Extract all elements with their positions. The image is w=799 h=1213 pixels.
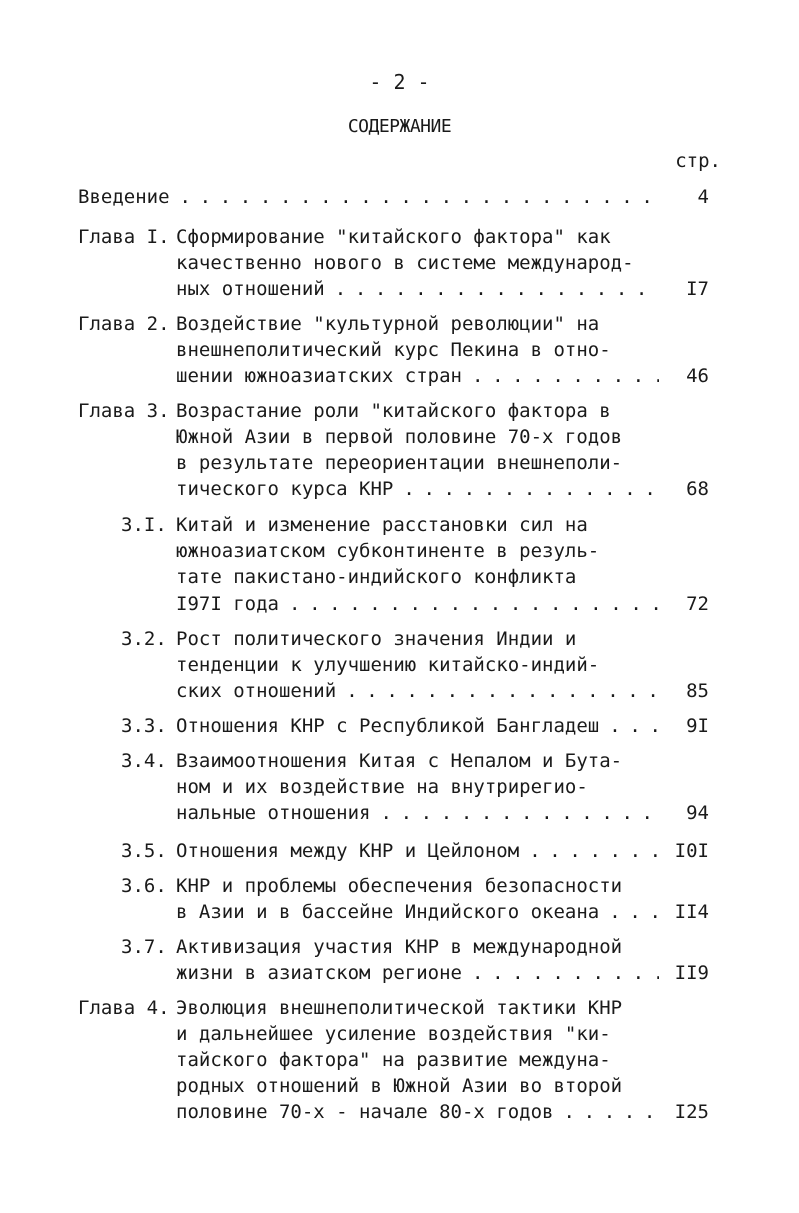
entry-page: I25 <box>674 1101 709 1123</box>
entry-page: 4 <box>697 186 709 208</box>
entry-line: Китай и изменение расстановки сил на <box>176 514 588 536</box>
entry-page: I7 <box>686 278 709 300</box>
entry-page: II9 <box>674 962 709 984</box>
entry-page: 9I <box>686 715 709 737</box>
entry-line: тенденции к улучшению китайско-индий- <box>176 654 600 676</box>
entry-page: 85 <box>686 680 709 702</box>
entry-line: Активизация участия КНР в международной <box>176 936 623 958</box>
entry-line: и дальнейшее усиление воздействия "ки- <box>176 1023 611 1045</box>
entry-line: качественно нового в системе международ- <box>176 252 634 274</box>
entry-label: 3.5. <box>121 840 167 862</box>
entry-line: Возрастание роли "китайского фактора в <box>176 400 611 422</box>
entry-line: Взаимоотношения Китая с Непалом и Бута- <box>176 750 623 772</box>
toc-entry-intro <box>0 184 799 211</box>
entry-page: 68 <box>686 478 709 500</box>
entry-line: Отношения КНР с Республикой Бангладеш . . . <box>176 713 659 740</box>
entry-page: II4 <box>674 901 709 923</box>
entry-page: 72 <box>686 593 709 615</box>
entry-line: Отношения между КНР и Цейлоном . . . <box>176 838 659 865</box>
entry-line: шении южноазиатских стран . . . <box>176 363 659 390</box>
entry-line: Воздействие "культурной революции" на <box>176 313 600 335</box>
entry-line: тайского фактора" на развитие междуна- <box>176 1049 611 1071</box>
entry-line: в Азии и в бассейне Индийского океана . . . <box>176 899 659 926</box>
entry-line: Эволюция внешнеполитической тактики КНР <box>176 997 623 1019</box>
entry-text: Введение . . . <box>78 184 659 211</box>
entry-line: ных отношений . . . <box>176 276 659 303</box>
entry-label: Глава 4. <box>78 997 170 1019</box>
entry-label: Глава 2. <box>78 313 170 335</box>
entry-line: жизни в азиатском регионе . . . <box>176 960 659 987</box>
entry-line: КНР и проблемы обеспечения безопасности <box>176 875 623 897</box>
entry-line: родных отношений в Южной Азии во второй <box>176 1075 623 1097</box>
entry-label: 3.7. <box>121 936 167 958</box>
entry-line: Южной Азии в первой половине 70-х годов <box>176 426 623 448</box>
entry-line: ских отношений . . . <box>176 678 659 705</box>
page-column-label: стр. <box>675 150 721 172</box>
entry-line: Рост политического значения Индии и <box>176 628 577 650</box>
entry-line: ном и их воздействие на внутрирегио- <box>176 776 588 798</box>
entry-label: Глава 3. <box>78 400 170 422</box>
entry-label: 3.I. <box>121 514 167 536</box>
entry-line: тического курса КНР . . . <box>176 476 659 503</box>
entry-page: 94 <box>686 802 709 824</box>
entry-page: I0I <box>674 840 709 862</box>
entry-line: в результате переориентации внешнеполи- <box>176 452 623 474</box>
entry-line: южноазиатском субконтиненте в резуль- <box>176 540 600 562</box>
entry-line: нальные отношения . . . <box>176 800 659 827</box>
entry-label: 3.2. <box>121 628 167 650</box>
entry-label: 3.4. <box>121 750 167 772</box>
entry-page: 46 <box>686 365 709 387</box>
page-number: - 2 - <box>369 70 430 94</box>
entry-line: тате пакистано-индийского конфликта <box>176 566 577 588</box>
entry-line: внешнеполитический курс Пекина в отно- <box>176 339 611 361</box>
entry-label: 3.3. <box>121 715 167 737</box>
entry-line: I97I года . . . <box>176 591 659 618</box>
contents-heading: СОДЕРЖАНИЕ <box>347 116 452 137</box>
entry-line: половине 70-х - начале 80-х годов . . . <box>176 1099 659 1126</box>
entry-label: 3.6. <box>121 875 167 897</box>
entry-line: Сформирование "китайского фактора" как <box>176 226 611 248</box>
entry-label: Глава I. <box>78 226 170 248</box>
